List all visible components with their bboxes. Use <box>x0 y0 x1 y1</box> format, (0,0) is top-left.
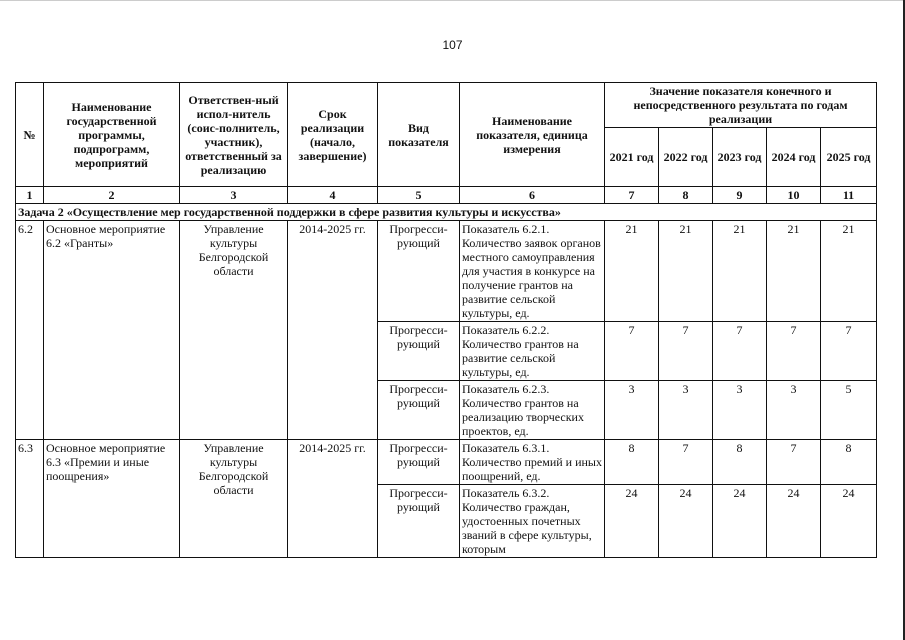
column-number: 8 <box>659 187 713 204</box>
indicator-value: 24 <box>659 485 713 558</box>
indicator-name: Показатель 6.2.1. Количество заявок органов местного самоуправления для участия в конкурсе на получение грантов на развитие сельской культуры, ед. <box>460 221 605 322</box>
indicator-type: Прогресси-рующий <box>378 485 460 558</box>
indicator-value: 7 <box>659 322 713 381</box>
indicator-value: 21 <box>713 221 767 322</box>
column-number: 9 <box>713 187 767 204</box>
indicator-value: 3 <box>767 381 821 440</box>
indicator-value: 24 <box>821 485 877 558</box>
measure-number: 6.2 <box>16 221 44 440</box>
indicator-value: 7 <box>713 322 767 381</box>
column-number: 3 <box>180 187 288 204</box>
header-year-2021: 2021 год <box>605 128 659 187</box>
indicator-value: 8 <box>713 440 767 485</box>
indicator-value: 7 <box>659 440 713 485</box>
indicator-name: Показатель 6.3.2. Количество граждан, удостоенных почетных званий в сфере культуры, которым <box>460 485 605 558</box>
indicator-value: 7 <box>767 322 821 381</box>
column-number: 11 <box>821 187 877 204</box>
header-period: Срок реализации (начало, завершение) <box>288 83 378 187</box>
header-indicator-type: Вид показателя <box>378 83 460 187</box>
measure-number: 6.3 <box>16 440 44 558</box>
indicator-type: Прогресси-рующий <box>378 322 460 381</box>
indicator-name: Показатель 6.3.1. Количество премий и иных поощрений, ед. <box>460 440 605 485</box>
header-indicator-name: Наименование показателя, единица измерения <box>460 83 605 187</box>
column-number: 6 <box>460 187 605 204</box>
indicator-value: 7 <box>767 440 821 485</box>
header-year-2022: 2022 год <box>659 128 713 187</box>
measure-name: Основное мероприятие 6.2 «Гранты» <box>44 221 180 440</box>
header-program: Наименование государственной программы, подпрограмм, мероприятий <box>44 83 180 187</box>
indicator-value: 8 <box>821 440 877 485</box>
header-year-2025: 2025 год <box>821 128 877 187</box>
column-number: 7 <box>605 187 659 204</box>
indicator-value: 7 <box>605 322 659 381</box>
table-row <box>16 221 877 322</box>
indicator-value: 3 <box>659 381 713 440</box>
measure-executor: Управление культуры Белгородской области <box>180 440 288 558</box>
table-row <box>16 440 877 485</box>
measure-name: Основное мероприятие 6.3 «Премии и иные поощрения» <box>44 440 180 558</box>
indicator-name: Показатель 6.2.3. Количество грантов на реализацию творческих проектов, ед. <box>460 381 605 440</box>
indicator-value: 24 <box>713 485 767 558</box>
column-number: 2 <box>44 187 180 204</box>
indicator-value: 21 <box>605 221 659 322</box>
column-number: 5 <box>378 187 460 204</box>
measure-executor: Управление культуры Белгородской области <box>180 221 288 440</box>
indicator-value: 8 <box>605 440 659 485</box>
header-values-group: Значение показателя конечного и непосредственного результата по годам реализации <box>605 83 877 128</box>
measure-period: 2014-2025 гг. <box>288 440 378 558</box>
task-title: Задача 2 «Осуществление мер государственной поддержки в сфере развития культуры и искусства» <box>16 204 877 221</box>
page-number: 107 <box>442 38 463 52</box>
indicator-type: Прогресси-рующий <box>378 221 460 322</box>
header-executor: Ответствен-ный испол-нитель (соис-полнитель, участник), ответственный за реализацию <box>180 83 288 187</box>
indicator-value: 7 <box>821 322 877 381</box>
indicator-value: 24 <box>767 485 821 558</box>
column-number: 1 <box>16 187 44 204</box>
indicator-value: 21 <box>659 221 713 322</box>
indicator-value: 24 <box>605 485 659 558</box>
header-year-2024: 2024 год <box>767 128 821 187</box>
measure-period: 2014-2025 гг. <box>288 221 378 440</box>
task-row <box>16 204 877 221</box>
indicator-name: Показатель 6.2.2. Количество грантов на развитие сельской культуры, ед. <box>460 322 605 381</box>
indicator-value: 21 <box>821 221 877 322</box>
indicator-value: 21 <box>767 221 821 322</box>
header-num: № <box>16 83 44 187</box>
column-number-row <box>16 187 877 204</box>
indicator-type: Прогресси-рующий <box>378 440 460 485</box>
indicator-value: 3 <box>713 381 767 440</box>
indicator-value: 3 <box>605 381 659 440</box>
indicator-type: Прогресси-рующий <box>378 381 460 440</box>
scan-top-edge <box>0 0 905 1</box>
column-number: 4 <box>288 187 378 204</box>
header-year-2023: 2023 год <box>713 128 767 187</box>
column-number: 10 <box>767 187 821 204</box>
indicator-value: 5 <box>821 381 877 440</box>
indicators-table <box>15 82 877 558</box>
